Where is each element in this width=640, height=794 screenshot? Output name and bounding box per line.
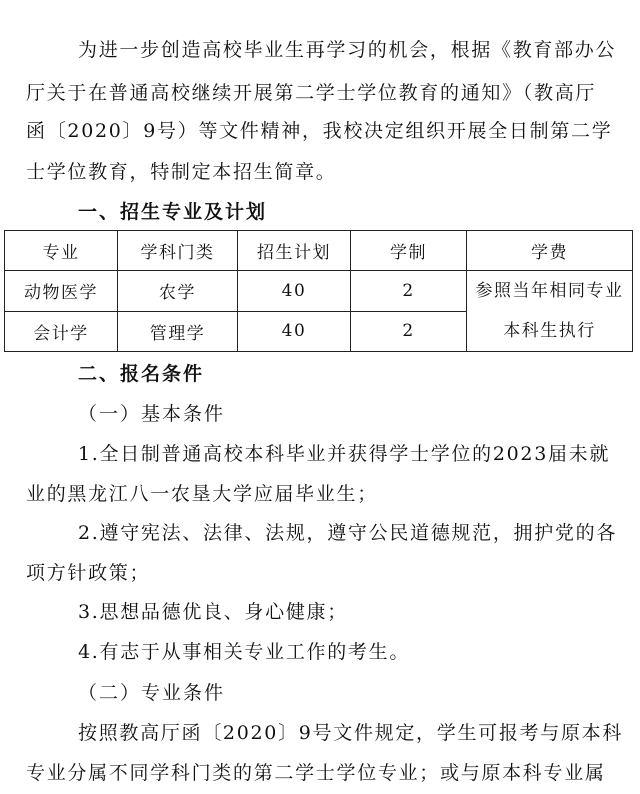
- major-conditions-heading: （二）专业条件: [78, 682, 226, 704]
- header-major: 专业: [5, 231, 118, 271]
- enrollment-plan-table: [4, 230, 633, 352]
- cell-category: 农学: [118, 271, 238, 312]
- basic-item-4: 4.有志于从事相关专业工作的考生。: [78, 641, 411, 663]
- table-row: [5, 271, 633, 312]
- header-category: 学科门类: [118, 231, 238, 271]
- section-2-heading: 二、报名条件: [78, 363, 205, 385]
- intro-line-4: 士学位教育，特制定本招生简章。: [26, 161, 337, 183]
- cell-major: 动物医学: [5, 271, 118, 312]
- intro-line-1: 为进一步创造高校毕业生再学习的机会，根据《教育部办公: [78, 39, 617, 61]
- header-plan: 招生计划: [238, 231, 351, 271]
- cell-plan: 40: [238, 271, 351, 312]
- cell-plan: 40: [238, 311, 351, 352]
- basic-item-3: 3.思想品德优良、身心健康；: [78, 601, 348, 623]
- fee-line-2: 本科生执行: [503, 321, 596, 341]
- table-header-row: [5, 231, 633, 271]
- basic-conditions-heading: （一）基本条件: [78, 403, 226, 425]
- intro-line-2: 厅关于在普通高校继续开展第二学士学位教育的通知》（教高厅: [26, 82, 597, 104]
- major-conditions-line-2: 专业分属不同学科门类的第二学士学位专业；或与原本科专业属: [26, 762, 606, 784]
- cell-fee: [467, 271, 633, 352]
- basic-item-2-line-2: 项方针政策；: [26, 562, 151, 584]
- cell-category: 管理学: [118, 311, 238, 352]
- section-1-heading: 一、招生专业及计划: [78, 201, 268, 223]
- basic-item-1-line-1: 1.全日制普通高校本科毕业并获得学士学位的2023届未就: [78, 443, 611, 465]
- cell-duration: 2: [351, 311, 467, 352]
- header-fee: 学费: [467, 231, 633, 271]
- major-conditions-line-1: 按照教高厅函〔2020〕9号文件规定，学生可报考与原本科: [78, 722, 624, 744]
- cell-duration: 2: [351, 271, 467, 312]
- cell-major: 会计学: [5, 311, 118, 352]
- intro-line-3: 函〔2020〕9号）等文件精神，我校决定组织开展全日制第二学: [26, 120, 613, 142]
- fee-line-1: 参照当年相同专业: [475, 281, 624, 301]
- header-duration: 学制: [351, 231, 467, 271]
- basic-item-1-line-2: 业的黑龙江八一农垦大学应届毕业生；: [26, 483, 378, 505]
- basic-item-2-line-1: 2.遵守宪法、法律、法规，遵守公民道德规范，拥护党的各: [78, 522, 618, 544]
